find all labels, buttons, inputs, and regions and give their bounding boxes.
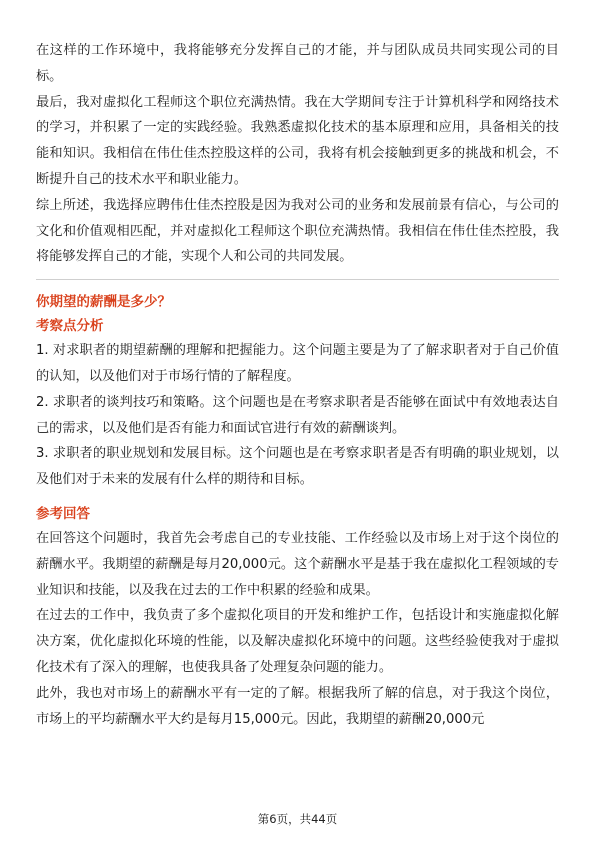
answer-paragraph-3: 此外，我也对市场上的薪酬水平有一定的了解。根据我所了解的信息，对于我这个岗位，市场上的平均薪酬水平大约是每月15,000元。因此，我期望的薪酬20,000元 — [36, 685, 559, 727]
answer-title: 参考回答 — [36, 505, 90, 522]
document-page — [36, 38, 559, 732]
question-heading: 你期望的薪酬是多少？ — [36, 294, 171, 311]
analysis-item-1: 1. 对求职者的期望薪酬的理解和把握能力。这个问题主要是为了了解求职者对于自己价值的认知，以及他们对于市场行情的了解程度。 — [36, 343, 559, 384]
analysis-item-2: 2. 求职者的谈判技巧和策略。这个问题也是在考察求职者是否能够在面试中有效地表达自己的需求，以及他们是否有能力和面试官进行有效的薪酬谈判。 — [36, 394, 559, 436]
page-number-footer: 第6页，共44页 — [257, 812, 338, 826]
intro-paragraph-1: 在这样的工作环境中，我将能够充分发挥自己的才能，并与团队成员共同实现公司的目标。 — [36, 43, 559, 84]
intro-paragraph-3: 综上所述，我选择应聘伟仕佳杰控股是因为我对公司的业务和发展前景有信心，与公司的文化和价值观相匹配，并对虚拟化工程师这个职位充满热情。我相信在伟仕佳杰控股，我将能够发挥自己的才能，实现个人和公司的共同发展。 — [36, 197, 559, 265]
intro-paragraph-2: 最后，我对虚拟化工程师这个职位充满热情。我在大学期间专注于计算机科学和网络技术的学习，并积累了一定的实践经验。我熟悉虚拟化技术的基本原理和应用，具备相关的技能和知识。我相信在伟仕佳杰控股这样的公司，我将有机会接触到更多的挑战和机会，不断提升自己的技术水平和职业能力。 — [36, 94, 559, 187]
answer-paragraph-2: 在过去的工作中，我负责了多个虚拟化项目的开发和维护工作，包括设计和实施虚拟化解决方案，优化虚拟化环境的性能，以及解决虚拟化环境中的问题。这些经验使我对于虚拟化技术有了深入的理解，也使我具备了处理复杂问题的能力。 — [36, 608, 559, 675]
analysis-title: 考察点分析 — [36, 318, 104, 335]
answer-paragraph-1: 在回答这个问题时，我首先会考虑自己的专业技能、工作经验以及市场上对于这个岗位的薪酬水平。我期望的薪酬是每月20,000元。这个薪酬水平是基于我在虚拟化工程领域的专业知识和技能，以及我在过去的工作中积累的经验和成果。 — [36, 530, 559, 598]
section-gap — [36, 493, 559, 502]
analysis-item-3: 3. 求职者的职业规划和发展目标。这个问题也是在考察求职者是否有明确的职业规划，以及他们对于未来的发展有什么样的期待和目标。 — [36, 446, 559, 488]
section-divider — [36, 279, 559, 280]
